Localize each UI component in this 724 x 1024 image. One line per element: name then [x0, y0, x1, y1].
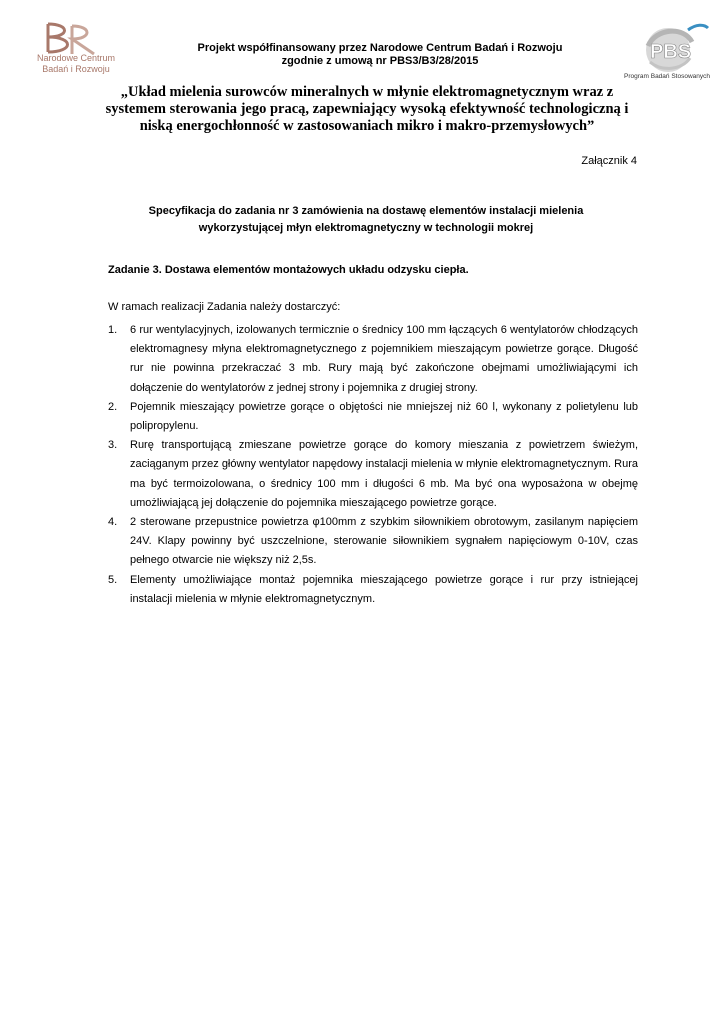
list-item: [108, 321, 638, 398]
project-title-line1: „Układ mielenia surowców mineralnych w młynie elektromagnetycznym wraz z: [120, 84, 614, 100]
ncbr-name: [26, 53, 126, 75]
project-title: [80, 84, 654, 135]
attachment-label: Załącznik 4: [581, 155, 637, 167]
project-title-line3: niską energochłonność w zastosowaniach mikro i makro-przemysłowych”: [139, 118, 595, 134]
project-title-line2: systemem sterowania jego pracą, zapewniający wysoką efektywność technologiczną i: [105, 101, 629, 117]
list-item-number: 2.: [108, 400, 118, 413]
list-item-number: 4.: [108, 516, 118, 529]
list-item-text: Pojemnik mieszający powietrze gorące o objętości nie mniejszej niż 60 l, wykonany z polietylenu lub polipropylenu.: [130, 400, 638, 433]
funding-header: [150, 42, 610, 68]
spec-title-line2: wykorzystującej młyn elektromagnetyczny w technologii mokrej: [198, 222, 534, 234]
list-item-number: 3.: [108, 439, 118, 452]
list-item: [108, 398, 638, 436]
list-item-text: Elementy umożliwiające montaż pojemnika mieszającego powietrze gorące i rur przy istniejącej instalacji mielenia w młynie elektromagnetycznym.: [130, 573, 638, 605]
list-item-text: Rurę transportującą zmieszane powietrze gorące do komory mieszania z powietrzem świeżym, zaciąganym przez główny wentylator napędowy instalacji mielenia w młynie elektromagnetycznym. Rura ma być termoizolowana, o średnicy 100 mm i długości 6 mb. Ma być ona wyposażona w obejmę umożliwiającą jej dołączenie do pojemnika mieszającego powietrze gorące.: [130, 439, 638, 509]
ncbr-logo: [26, 22, 136, 84]
pbs-caption: Program Badań Stosowanych: [624, 73, 710, 80]
pbs-globe-icon: [618, 20, 716, 74]
list-item: [108, 436, 638, 513]
list-item-text: 2 sterowane przepustnice powietrza φ100mm z szybkim siłownikiem obrotowym, zasilanym napięciem 24V. Klapy powinny być uszczelnione, sterowanie siłownikiem sygnałem napięciowym 0-10V, czas pełnego otwarcie nie większy niż 2,5s.: [130, 516, 638, 567]
svg-text:PBS: PBS: [650, 41, 692, 63]
requirements-list: [108, 321, 638, 609]
list-item-text: 6 rur wentylacyjnych, izolowanych termicznie o średnicy 100 mm łączących 6 wentylatorów chłodzących elektromagnesy młyna elektromagnetycznego z pojemnikiem mieszającym powietrze gorące. Długość rur nie powinna przekraczać 3 mb. Rury mają być zakończone obejmami umożliwiającymi ich dołączenie do wentylatorów z jednej strony i pojemnika z drugiej strony.: [130, 324, 638, 394]
intro-text: W ramach realizacji Zadania należy dostarczyć:: [108, 301, 341, 313]
list-item-number: 1.: [108, 324, 118, 336]
funding-line1: Projekt współfinansowany przez Narodowe Centrum Badań i Rozwoju: [197, 42, 563, 54]
funding-line2: zgodnie z umową nr PBS3/B3/28/2015: [281, 55, 479, 67]
list-item: [108, 571, 638, 609]
list-item: [108, 513, 638, 571]
list-item-number: 5.: [108, 573, 118, 586]
pbs-logo: [618, 20, 716, 84]
task-heading: Zadanie 3. Dostawa elementów montażowych układu odzysku ciepła.: [108, 264, 469, 276]
spec-title-line1: Specyfikacja do zadania nr 3 zamówienia na dostawę elementów instalacji mielenia: [148, 205, 584, 217]
ncbr-name-line2: Badań i Rozwoju: [42, 64, 110, 74]
ncbr-name-line1: Narodowe Centrum: [36, 53, 116, 63]
ncbr-br-monogram-icon: [42, 22, 112, 56]
spec-title: [110, 203, 622, 237]
